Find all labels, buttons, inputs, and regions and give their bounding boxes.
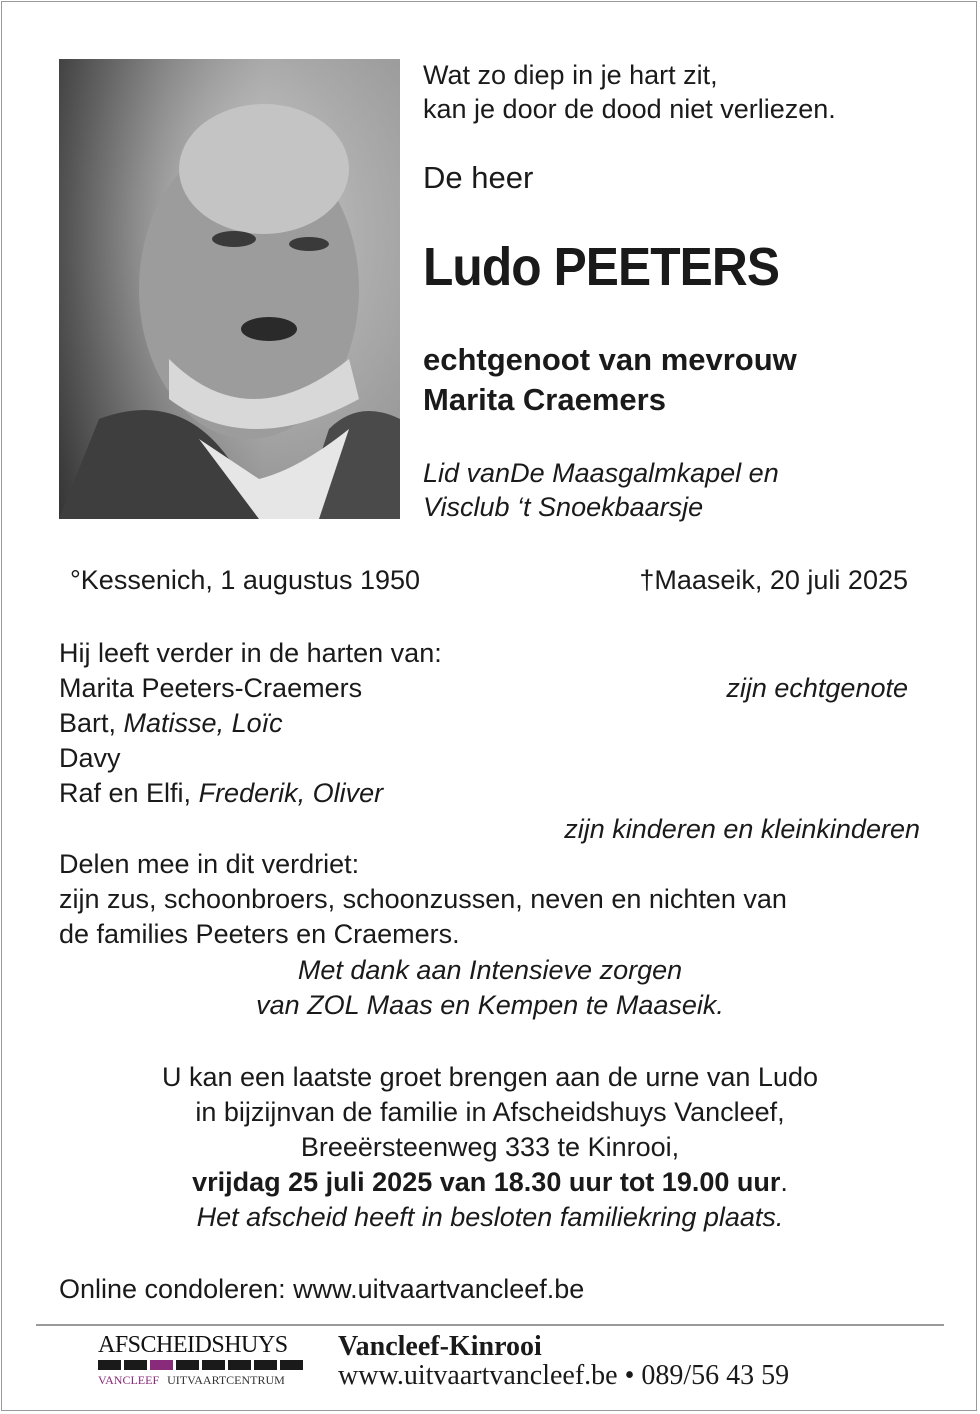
quote-line-1: Wat zo diep in je hart zit, <box>423 60 718 90</box>
birth-date: °Kessenich, 1 augustus 1950 <box>70 565 421 595</box>
survivor-spouse: Marita Peeters-Craemers <box>59 673 363 703</box>
online-condolence[interactable]: Online condoleren: www.uitvaartvancleef.be <box>59 1274 585 1304</box>
share-line-1: zijn zus, schoonbroers, schoonzussen, neven en nichten van <box>59 884 787 914</box>
farewell-line-4 <box>0 1167 980 1198</box>
deceased-name: Ludo PEETERS <box>423 237 780 297</box>
quote-line-2: kan je door de dood niet verliezen. <box>423 94 836 124</box>
farewell-line-2: in bijzijnvan de familie in Afscheidshuys Vancleef, <box>195 1097 785 1127</box>
logo-sub-vancleef: VANCLEEF <box>98 1373 160 1387</box>
logo-subtitle <box>98 1373 303 1388</box>
member-line-1: Lid vanDe Maasgalmkapel en <box>423 458 779 488</box>
survivors-intro: Hij leeft verder in de harten van: <box>59 638 442 668</box>
honorific: De heer <box>423 160 534 195</box>
funeral-home-logo <box>98 1332 303 1392</box>
child-1-grandkids: Matisse, Loïc <box>123 708 283 738</box>
survivor-child-3 <box>59 778 383 809</box>
share-line-2: de families Peeters en Craemers. <box>59 919 460 949</box>
child-3-name: Raf en Elfi, <box>59 778 192 808</box>
thanks-line-1: Met dank aan Intensieve zorgen <box>297 955 683 985</box>
portrait-silhouette <box>59 59 400 519</box>
farewell-line-4-end: . <box>780 1167 788 1197</box>
farewell-line-1: U kan een laatste groet brengen aan de urne van Ludo <box>162 1062 818 1092</box>
logo-bar <box>98 1360 303 1370</box>
farewell-line-5: Het afscheid heeft in besloten familiekring plaats. <box>196 1202 784 1232</box>
company-name: Vancleef-Kinrooi <box>338 1331 542 1362</box>
memorial-quote <box>423 58 836 126</box>
spouse-line-2: Marita Craemers <box>423 382 666 417</box>
footer-divider <box>36 1324 944 1326</box>
survivor-spouse-role: zijn echtgenote <box>726 673 908 703</box>
company-contact[interactable]: www.uitvaartvancleef.be • 089/56 43 59 <box>338 1360 790 1391</box>
child-3-grandkids: Frederik, Oliver <box>198 778 384 808</box>
farewell-line-3: Breeërsteenweg 333 te Kinrooi, <box>300 1132 680 1162</box>
share-intro: Delen mee in dit verdriet: <box>59 849 360 879</box>
logo-sub-uitvaartcentrum: UITVAARTCENTRUM <box>167 1373 285 1387</box>
spouse-line-1: echtgenoot van mevrouw <box>423 342 797 377</box>
logo-wordmark: AFSCHEIDSHUYS <box>98 1332 288 1358</box>
spouse-info <box>423 340 797 420</box>
membership-info <box>423 456 779 524</box>
survivor-child-2: Davy <box>59 743 121 773</box>
portrait-photo <box>59 59 400 519</box>
survivor-child-1 <box>59 708 283 739</box>
farewell-date-time: vrijdag 25 juli 2025 van 18.30 uur tot 19.00 uur <box>192 1167 781 1197</box>
member-line-2: Visclub ‘t Snoekbaarsje <box>423 492 704 522</box>
child-1-name: Bart, <box>59 708 117 738</box>
thanks-line-2: van ZOL Maas en Kempen te Maaseik. <box>256 990 724 1020</box>
children-role: zijn kinderen en kleinkinderen <box>564 814 920 844</box>
death-date: †Maaseik, 20 juli 2025 <box>639 565 908 595</box>
